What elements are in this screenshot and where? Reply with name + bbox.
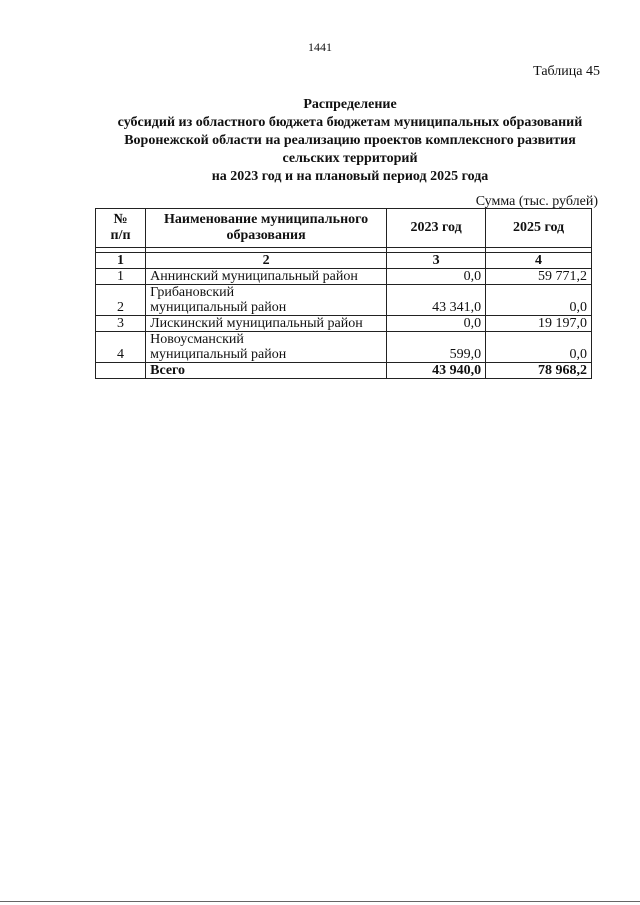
row-num: 1 xyxy=(96,269,146,285)
title-line: на 2023 год и на плановый период 2025 года xyxy=(211,169,489,184)
row-name xyxy=(146,332,387,363)
title-line: Воронежской области на реализацию проектов комплексного развития xyxy=(124,133,576,148)
row-value-2023: 43 341,0 xyxy=(387,285,486,316)
index-cell: 3 xyxy=(387,253,486,269)
title-line: сельских территорий xyxy=(282,151,418,166)
index-cell: 4 xyxy=(486,253,592,269)
header-name-line: образования xyxy=(226,228,306,243)
row-name-line: Аннинский муниципальный район xyxy=(150,269,358,284)
header-num xyxy=(96,209,146,248)
page-number: 1441 xyxy=(308,40,332,54)
row-value-2023: 0,0 xyxy=(387,269,486,285)
table-label: Таблица 45 xyxy=(533,64,600,79)
row-num: 3 xyxy=(96,316,146,332)
header-name-line: Наименование муниципального xyxy=(163,212,369,227)
row-num: 4 xyxy=(96,332,146,363)
index-cell: 1 xyxy=(96,253,146,269)
header-2025: 2025 год xyxy=(486,209,592,248)
total-label: Всего xyxy=(146,363,387,379)
row-value-2025: 0,0 xyxy=(486,332,592,363)
total-value-2025: 78 968,2 xyxy=(486,363,592,379)
row-name xyxy=(146,316,387,332)
total-row xyxy=(96,363,592,379)
table-row xyxy=(96,269,592,285)
header-2023: 2023 год xyxy=(387,209,486,248)
row-value-2025: 0,0 xyxy=(486,285,592,316)
table-header-row xyxy=(96,209,592,248)
subsidy-table xyxy=(95,208,592,379)
header-name xyxy=(146,209,387,248)
row-name xyxy=(146,269,387,285)
row-name-line: муниципальный район xyxy=(150,300,287,315)
row-value-2023: 0,0 xyxy=(387,316,486,332)
title-line: Распределение xyxy=(303,97,397,112)
row-name-line: муниципальный район xyxy=(150,347,287,362)
sum-note: Сумма (тыс. рублей) xyxy=(475,194,598,209)
row-name-line: Лискинский муниципальный район xyxy=(150,316,363,331)
row-name-line: Новоусманский xyxy=(150,332,244,347)
index-cell: 2 xyxy=(146,253,387,269)
header-num-line: № xyxy=(113,212,128,227)
table-row xyxy=(96,332,592,363)
total-value-2023: 43 940,0 xyxy=(387,363,486,379)
page-bottom-rule xyxy=(0,901,640,902)
document-title xyxy=(90,96,610,186)
column-index-row xyxy=(96,253,592,269)
row-value-2025: 19 197,0 xyxy=(486,316,592,332)
row-num: 2 xyxy=(96,285,146,316)
title-line: субсидий из областного бюджета бюджетам муниципальных образований xyxy=(117,115,583,130)
row-name-line: Грибановский xyxy=(150,285,235,300)
row-value-2023: 599,0 xyxy=(387,332,486,363)
table-row xyxy=(96,285,592,316)
row-value-2025: 59 771,2 xyxy=(486,269,592,285)
row-name xyxy=(146,285,387,316)
header-num-line: п/п xyxy=(110,228,131,243)
table-row xyxy=(96,316,592,332)
total-num xyxy=(96,363,146,379)
